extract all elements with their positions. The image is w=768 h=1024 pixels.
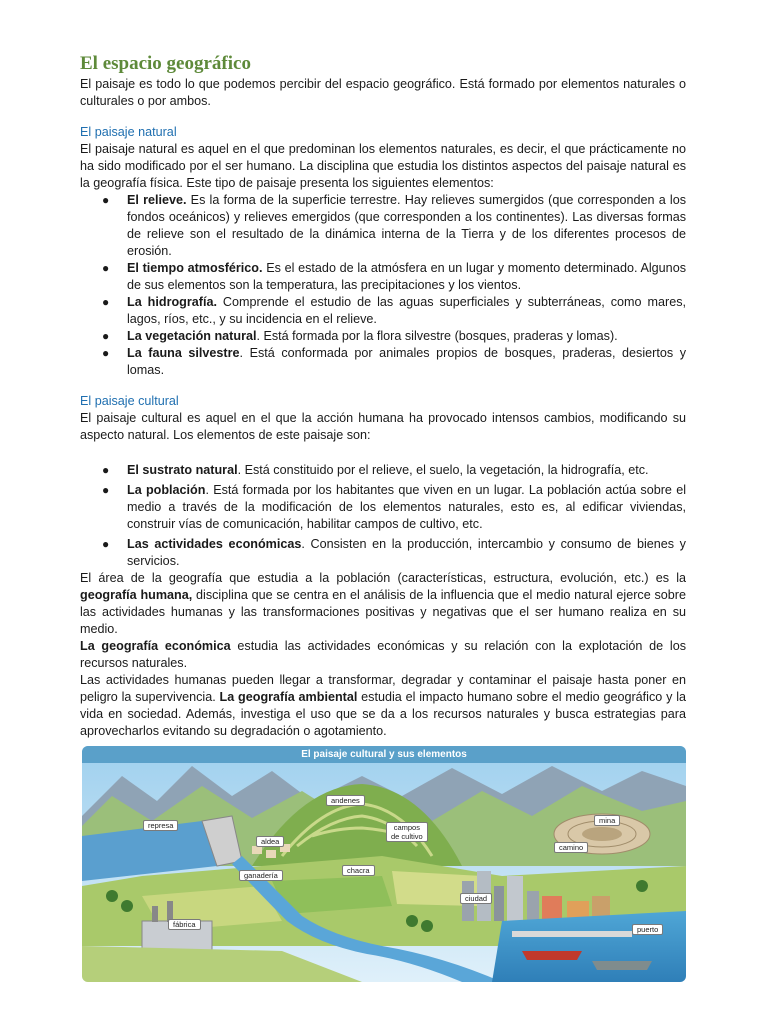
list-item: ● El tiempo atmosférico. Es el estado de la atmósfera en un lugar y momento determinado. Algunos de sus elementos son la temperatura, las precipitaciones y los vientos. [102, 261, 686, 292]
list-item: ● El relieve. Es la forma de la superficie terrestre. Hay relieves sumergidos (que corresponden a los fondos oceánicos) y relieves emergidos (que corresponden a los continentes). Las diversas formas de relieve son el resultado de la dinámica interna de la Tierra y de los diferentes procesos de erosión. [102, 193, 687, 258]
bullet-icon: ● [102, 295, 110, 309]
natural-paragraph: El paisaje natural es aquel en el que predominan los elementos naturales, es decir, el que prácticamente no ha sido modificado por el ser humano. La disciplina que estudia los distintos aspectos del paisaje natural es la geografía física. Este tipo de paisaje presenta los siguientes elementos: [80, 142, 686, 190]
label-chacra: chacra [342, 865, 375, 876]
bullet-icon: ● [102, 463, 110, 477]
label-mina: mina [594, 815, 620, 826]
human-geography-paragraph: El área de la geografía que estudia a la población (características, estructura, evolución, etc.) es la geografía humana, disciplina que se centra en el análisis de la influencia que el medio natural ejerce sobre las actividades humanas y las transformaciones positivas y negativas que el ser humano realiza en su medio. [80, 571, 687, 636]
cultural-heading: El paisaje cultural [80, 394, 179, 408]
natural-heading: El paisaje natural [80, 125, 177, 139]
label-fabrica: fábrica [168, 919, 201, 930]
list-item: ● El sustrato natural. Está constituido por el relieve, el suelo, la vegetación, la hidrografía, etc. [102, 463, 649, 477]
cultural-list [80, 462, 686, 570]
label-andenes: andenes [326, 795, 365, 806]
bullet-icon: ● [102, 261, 110, 275]
label-campos-de-cultivo: campos de cultivo [386, 822, 428, 842]
bullet-icon: ● [102, 483, 110, 497]
bullet-icon: ● [102, 329, 110, 343]
bullet-icon: ● [102, 193, 110, 207]
bullet-icon: ● [102, 537, 110, 551]
page-title: El espacio geográfico [80, 53, 251, 74]
intro-paragraph: El paisaje es todo lo que podemos percibir del espacio geográfico. Está formado por elementos naturales o culturales o por ambos. [80, 77, 686, 108]
bullet-icon: ● [102, 346, 110, 360]
label-ciudad: ciudad [460, 893, 492, 904]
landscape-drawing [82, 746, 686, 982]
cultural-paragraph: El paisaje cultural es aquel en el que la acción humana ha provocado intensos cambios, modificando su aspecto natural. Los elementos de este paisaje son: [80, 411, 686, 442]
label-aldea: aldea [256, 836, 284, 847]
label-represa: represa [143, 820, 178, 831]
figure-title: El paisaje cultural y sus elementos [82, 746, 686, 763]
list-item: ● La vegetación natural. Está formada por la flora silvestre (bosques, praderas y lomas). [102, 329, 618, 343]
label-ganaderia: ganadería [239, 870, 283, 881]
label-puerto: puerto [632, 924, 663, 935]
document-body [80, 52, 686, 740]
label-camino: camino [554, 842, 588, 853]
list-item: ● La población. Está formada por los habitantes que viven en un lugar. La población actúa sobre el medio a través de la modificación de los elementos naturales, esto es, al edificar viviendas, construir vías de comunicación, habilitar campos de cultivo, etc. [102, 483, 686, 531]
list-item: ● La fauna silvestre. Está conformada por animales propios de bosques, praderas, desiertos y lomas. [102, 346, 686, 377]
environmental-geography-paragraph: Las actividades humanas pueden llegar a transformar, degradar y contaminar el paisaje hasta poner en peligro la supervivencia. La geografía ambiental estudia el impacto humano sobre el medio geográfico y la vida en sociedad. Además, investiga el uso que se da a los recursos naturales y busca estrategias para aprovecharlos evitando su degradación o agotamiento. [80, 673, 686, 738]
natural-list [80, 192, 686, 379]
economic-geography-paragraph: La geografía económica estudia las actividades económicas y su relación con la explotación de los recursos naturales. [80, 639, 687, 670]
list-item: ● Las actividades económicas. Consisten en la producción, intercambio y consumo de bienes y servicios. [102, 537, 686, 568]
cultural-landscape-illustration [82, 746, 686, 982]
list-item: ● La hidrografía. Comprende el estudio de las aguas superficiales y subterráneas, como mares, lagos, ríos, etc., y su incidencia en el relieve. [102, 295, 686, 326]
